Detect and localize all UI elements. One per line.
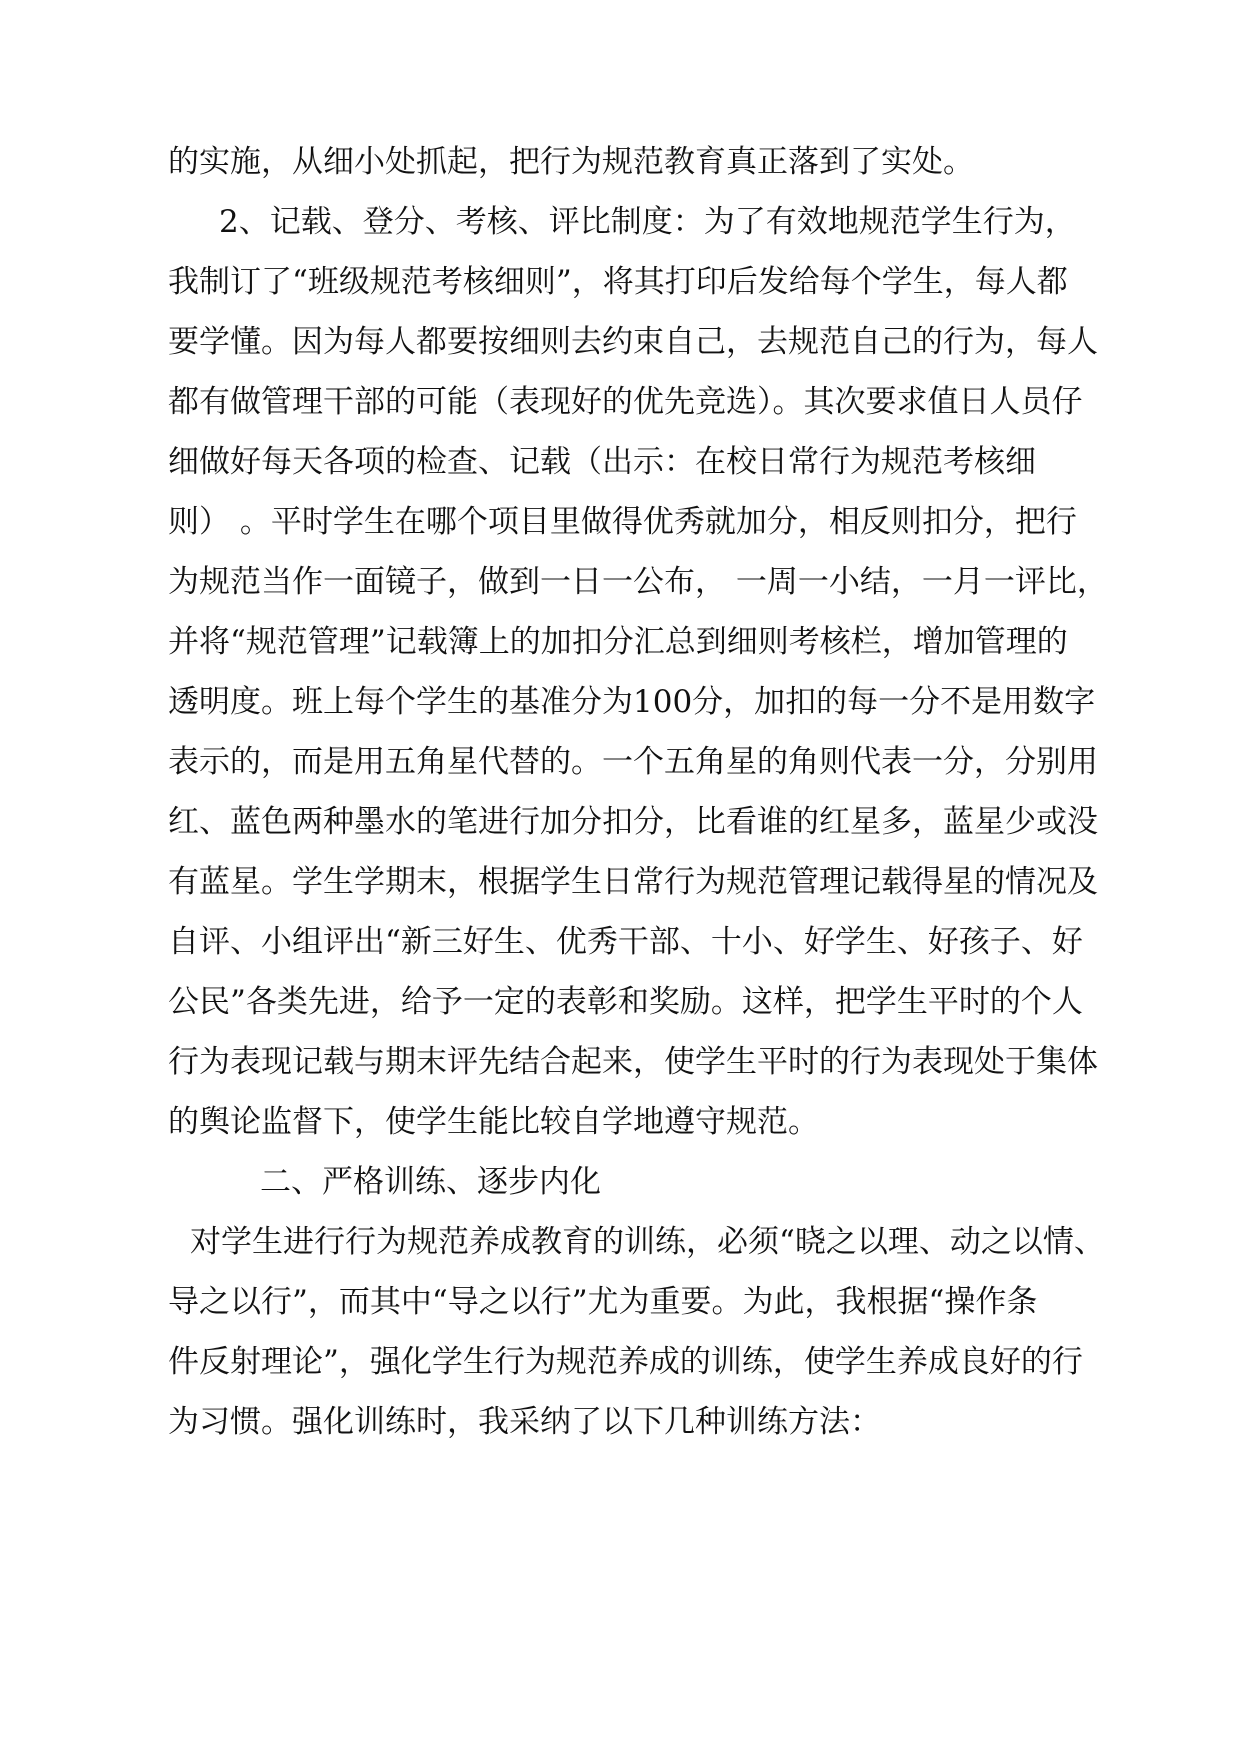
text-line: 公民”各类先进，给予一定的表彰和奖励。这样，把学生平时的个人 bbox=[168, 984, 1083, 1020]
text-line: 红、蓝色两种墨水的笔进行加分扣分，比看谁的红星多，蓝星少或没 bbox=[168, 804, 1098, 840]
text-line: 细做好每天各项的检查、记载（出示：在校日常行为规范考核细 bbox=[168, 444, 1036, 480]
text-line: 件反射理论”，强化学生行为规范养成的训练，使学生养成良好的行 bbox=[168, 1344, 1083, 1380]
text-line: 要学懂。因为每人都要按细则去约束自己，去规范自己的行为，每人 bbox=[168, 324, 1098, 360]
text-line: 为规范当作一面镜子，做到一日一公布， 一周一小结，一月一评比， bbox=[168, 564, 1108, 600]
text-line: 的实施，从细小处抓起，把行为规范教育真正落到了实处。 bbox=[168, 144, 974, 180]
text-line: 则） 。平时学生在哪个项目里做得优秀就加分，相反则扣分，把行 bbox=[168, 504, 1077, 540]
text-line: 行为表现记载与期末评先结合起来，使学生平时的行为表现处于集体 bbox=[168, 1044, 1098, 1080]
text-line: 导之以行”，而其中“导之以行”尤为重要。为此，我根据“操作条 bbox=[168, 1284, 1038, 1320]
text-line: 的舆论监督下，使学生能比较自学地遵守规范。 bbox=[168, 1104, 819, 1140]
text-line: 表示的，而是用五角星代替的。一个五角星的角则代表一分，分别用 bbox=[168, 744, 1098, 780]
text-line: 我制订了“班级规范考核细则”，将其打印后发给每个学生，每人都 bbox=[168, 264, 1068, 300]
text-line: 都有做管理干部的可能（表现好的优先竞选）。其次要求值日人员仔 bbox=[168, 384, 1083, 420]
section-heading: 二、严格训练、逐步内化 bbox=[260, 1164, 601, 1200]
text-line: 并将“规范管理”记载簿上的加扣分汇总到细则考核栏，增加管理的 bbox=[168, 624, 1068, 660]
text-line: 透明度。班上每个学生的基准分为100分，加扣的每一分不是用数字 bbox=[168, 684, 1096, 720]
text-line: 有蓝星。学生学期末，根据学生日常行为规范管理记载得星的情况及 bbox=[168, 864, 1098, 900]
text-line: 自评、小组评出“新三好生、优秀干部、十小、好学生、好孩子、好 bbox=[168, 924, 1083, 960]
text-line: 对学生进行行为规范养成教育的训练，必须“晓之以理、动之以情、 bbox=[190, 1224, 1105, 1260]
text-line: 为习惯。强化训练时，我采纳了以下几种训练方法： bbox=[168, 1404, 881, 1440]
text-line: 2、记载、登分、考核、评比制度：为了有效地规范学生行为， bbox=[219, 204, 1076, 240]
